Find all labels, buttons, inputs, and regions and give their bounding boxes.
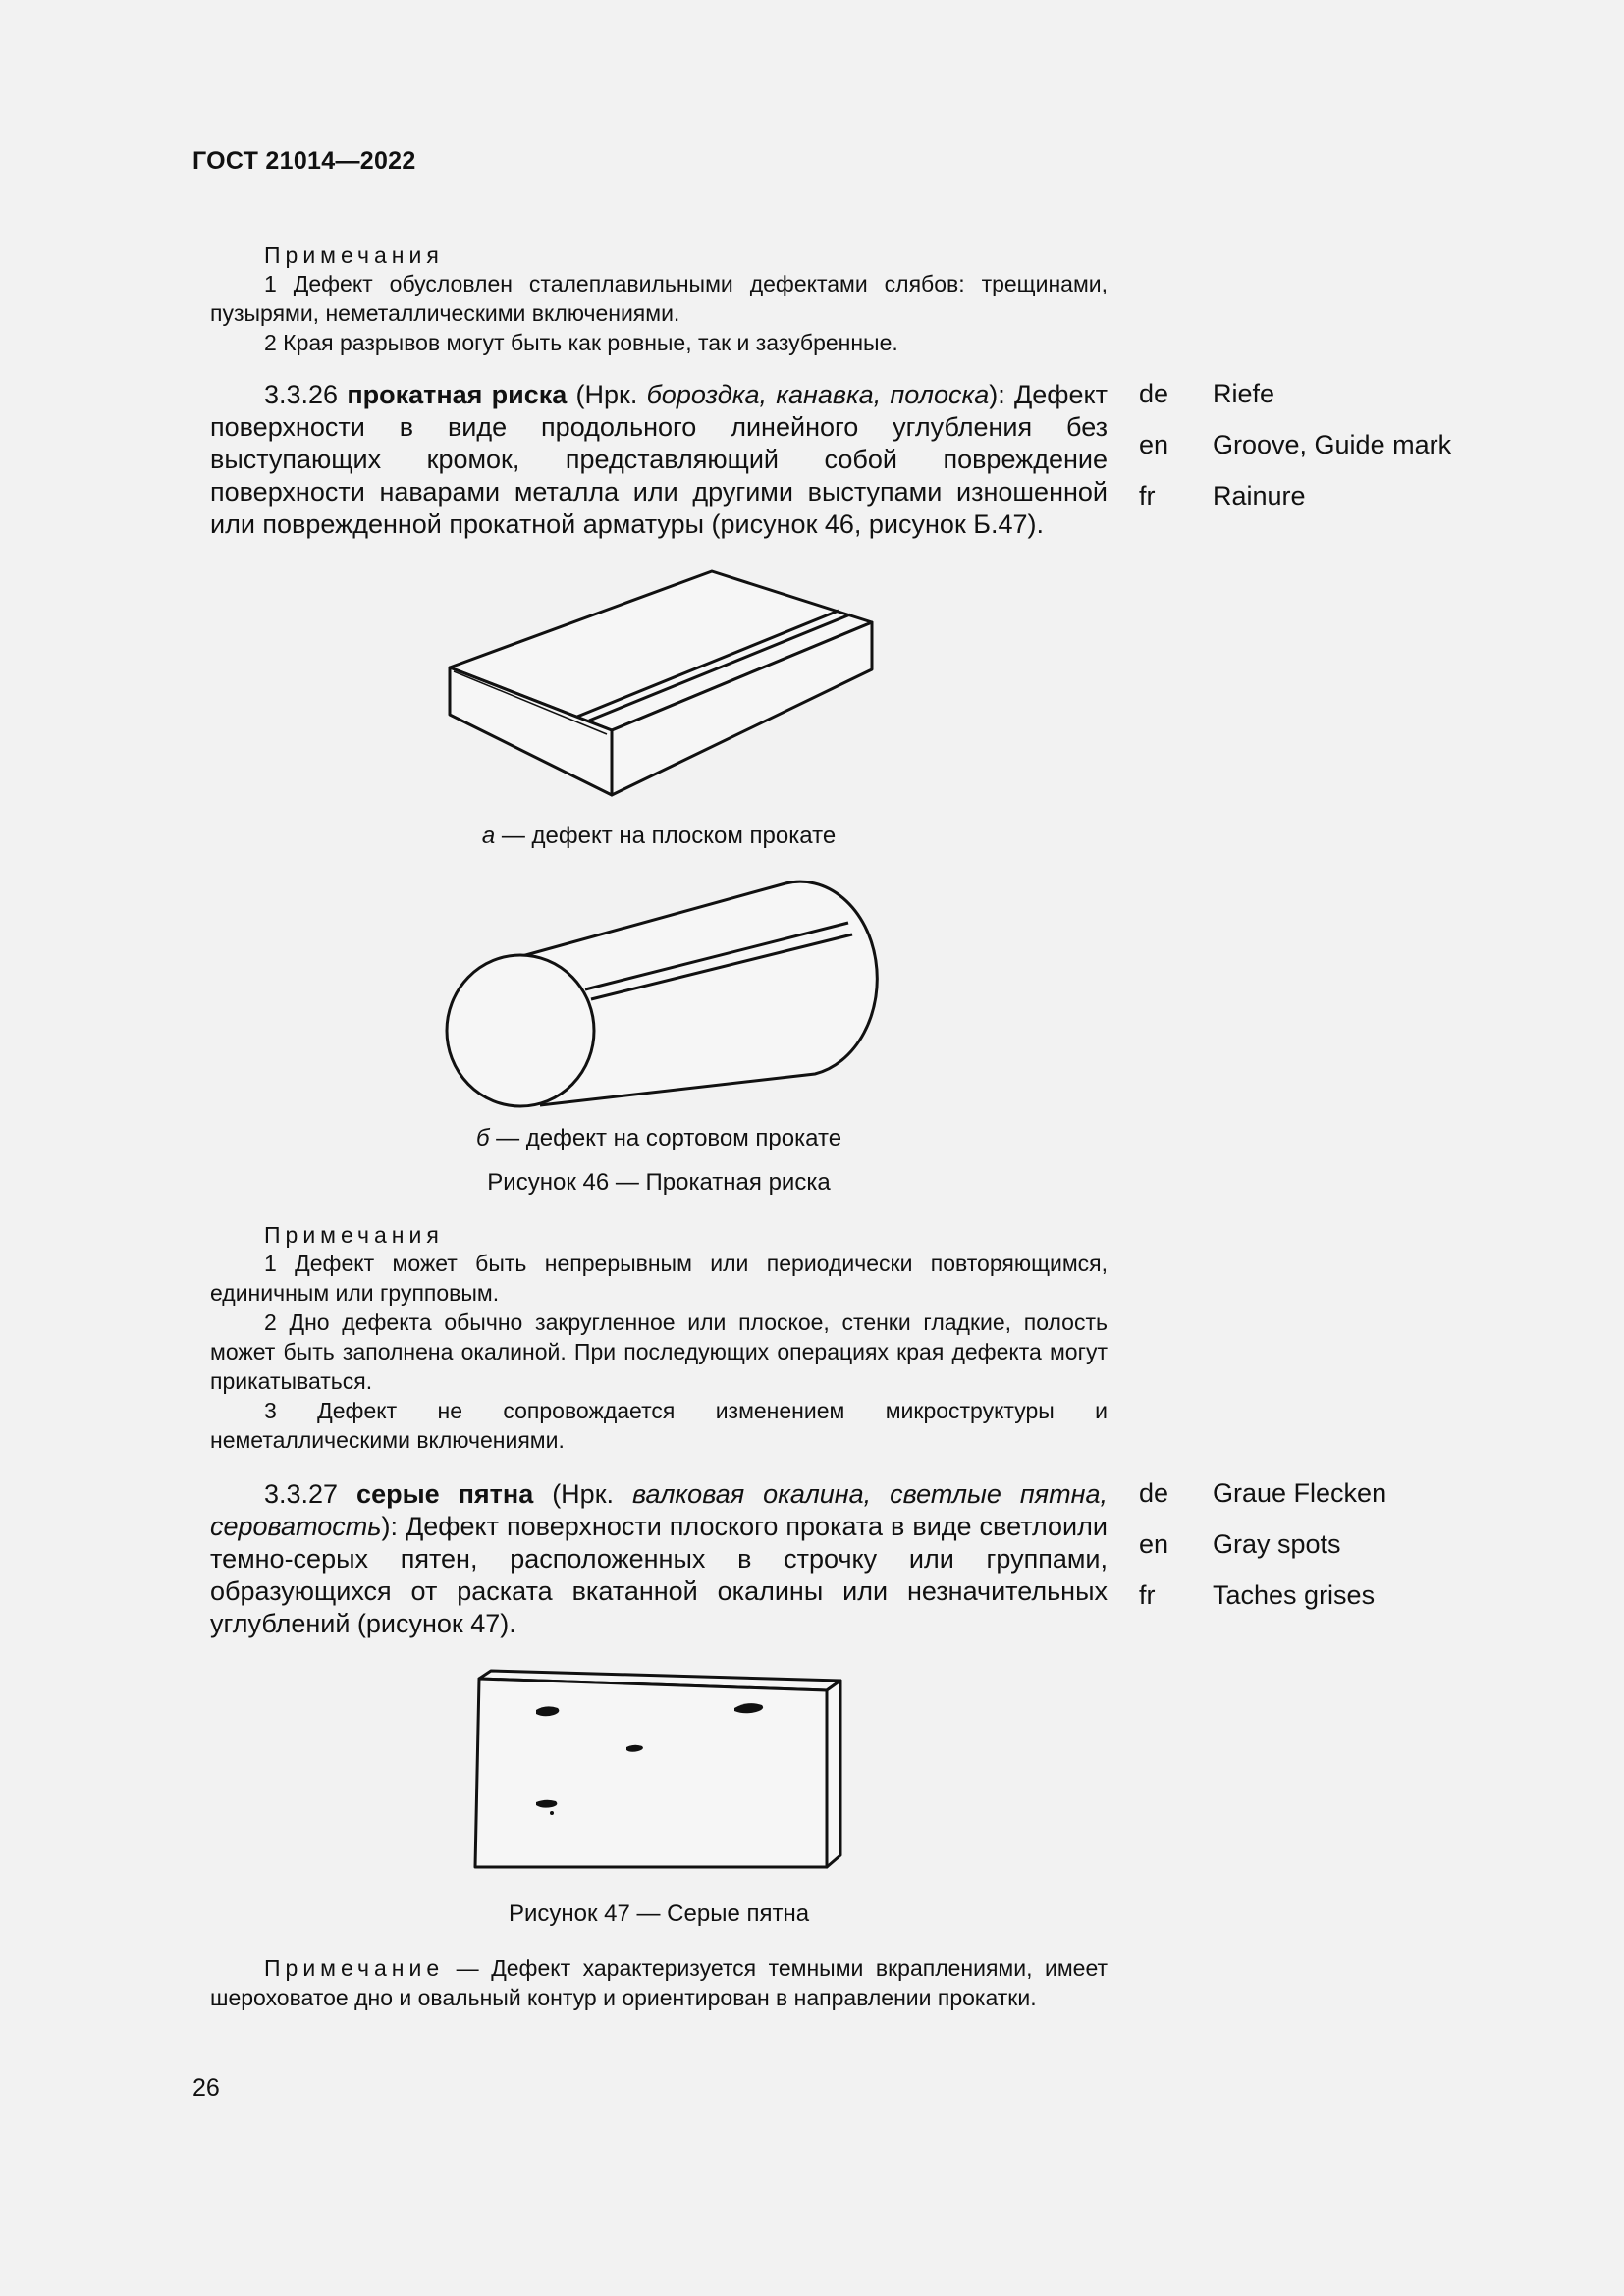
- nrk-suffix: ):: [989, 380, 1005, 409]
- term-name: прокатная риска: [347, 380, 568, 409]
- figure-46b-round-bar-drawing: [432, 864, 884, 1119]
- note-item: 3 Дефект не сопровождается изменением микроструктуры и неметаллическими включениями.: [210, 1398, 1108, 1453]
- document-code: ГОСТ 21014—2022: [192, 147, 416, 175]
- term-name: серые пятна: [356, 1479, 534, 1509]
- nrk-suffix: ):: [381, 1512, 398, 1541]
- sub-figure-text: — дефект на плоском прокате: [501, 823, 837, 849]
- lang-code: fr: [1139, 481, 1156, 510]
- notes-title: Примечания: [264, 1222, 444, 1248]
- note-text: — Дефект характеризуется темными вкраплениями, имеет шероховатое дно и овальный контур и ориентирован в направлении прокатки.: [210, 1955, 1109, 2010]
- note-title: Примечание: [264, 1955, 445, 1981]
- figure-46-caption: Рисунок 46 — Прокатная риска: [487, 1169, 831, 1196]
- definition-text: Дефект поверхности плоского проката в виде светлоили темно-серых пятен, расположенных в строчку или группами, образующихся от раската вкатанной окалины или незначительных углублений (рисунок 47).: [210, 1512, 1108, 1638]
- definition-text: Дефект поверхности в виде продольного линейного углубления без выступающих кромок, представляющий собой повреждение поверхности наварами металла или другими выступами изношенной или поврежденной прокатной арматуры (рисунок 46, рисунок Б.47).: [210, 380, 1108, 539]
- nrk-prefix: (Нрк.: [552, 1479, 615, 1509]
- translation-word: Taches grises: [1213, 1580, 1376, 1610]
- note-item: 1 Дефект обусловлен сталеплавильными дефектами слябов: трещинами, пузырями, неметаллическими включениями.: [210, 271, 1108, 326]
- translation-word: Gray spots: [1213, 1529, 1341, 1559]
- lang-code: de: [1139, 379, 1169, 408]
- nrk-synonyms: бороздка, канавка, полоска: [646, 380, 990, 409]
- translation-word: Riefe: [1213, 379, 1275, 408]
- term-definition-3-3-27: [210, 1478, 1108, 1640]
- lang-code: en: [1139, 430, 1169, 459]
- note-block-3: [210, 1953, 1108, 2012]
- note-item: 1 Дефект может быть непрерывным или периодически повторяющимся, единичным или групповым.: [210, 1251, 1108, 1306]
- translation-word: Graue Flecken: [1213, 1478, 1387, 1508]
- lang-code: fr: [1139, 1580, 1156, 1610]
- note-item: 2 Края разрывов могут быть как ровные, так и зазубренные.: [264, 330, 898, 355]
- translation-word: Rainure: [1213, 481, 1306, 510]
- nrk-prefix: (Нрк.: [575, 380, 638, 409]
- notes-title: Примечания: [264, 242, 444, 268]
- sub-figure-letter: б: [475, 1125, 490, 1151]
- figure-46b-label: [210, 1125, 1108, 1152]
- term-number: 3.3.27: [264, 1479, 339, 1509]
- term-definition-3-3-26: [210, 379, 1108, 541]
- sub-figure-text: — дефект на сортовом прокате: [496, 1125, 842, 1151]
- figure-47-plate-spots-drawing: [461, 1659, 854, 1885]
- notes-block-2: [210, 1222, 1108, 1455]
- notes-block-1: [210, 242, 1108, 357]
- translation-word: Groove, Guide mark: [1213, 430, 1452, 459]
- lang-code: de: [1139, 1478, 1169, 1508]
- page-number: 26: [192, 2074, 220, 2102]
- figure-46a-label: [210, 823, 1108, 850]
- nrk-synonyms: валковая окалина, светлые пятна, сероватость: [210, 1479, 1108, 1541]
- sub-figure-letter: а: [481, 823, 496, 849]
- term-number: 3.3.26: [264, 380, 339, 409]
- figure-47-caption: Рисунок 47 — Серые пятна: [508, 1900, 810, 1927]
- lang-code: en: [1139, 1529, 1169, 1559]
- note-item: 2 Дно дефекта обычно закругленное или плоское, стенки гладкие, полость может быть заполнена окалиной. При последующих операциях края дефекта могут прикатываться.: [210, 1309, 1108, 1394]
- figure-46a-flat-plate-drawing: [432, 560, 893, 805]
